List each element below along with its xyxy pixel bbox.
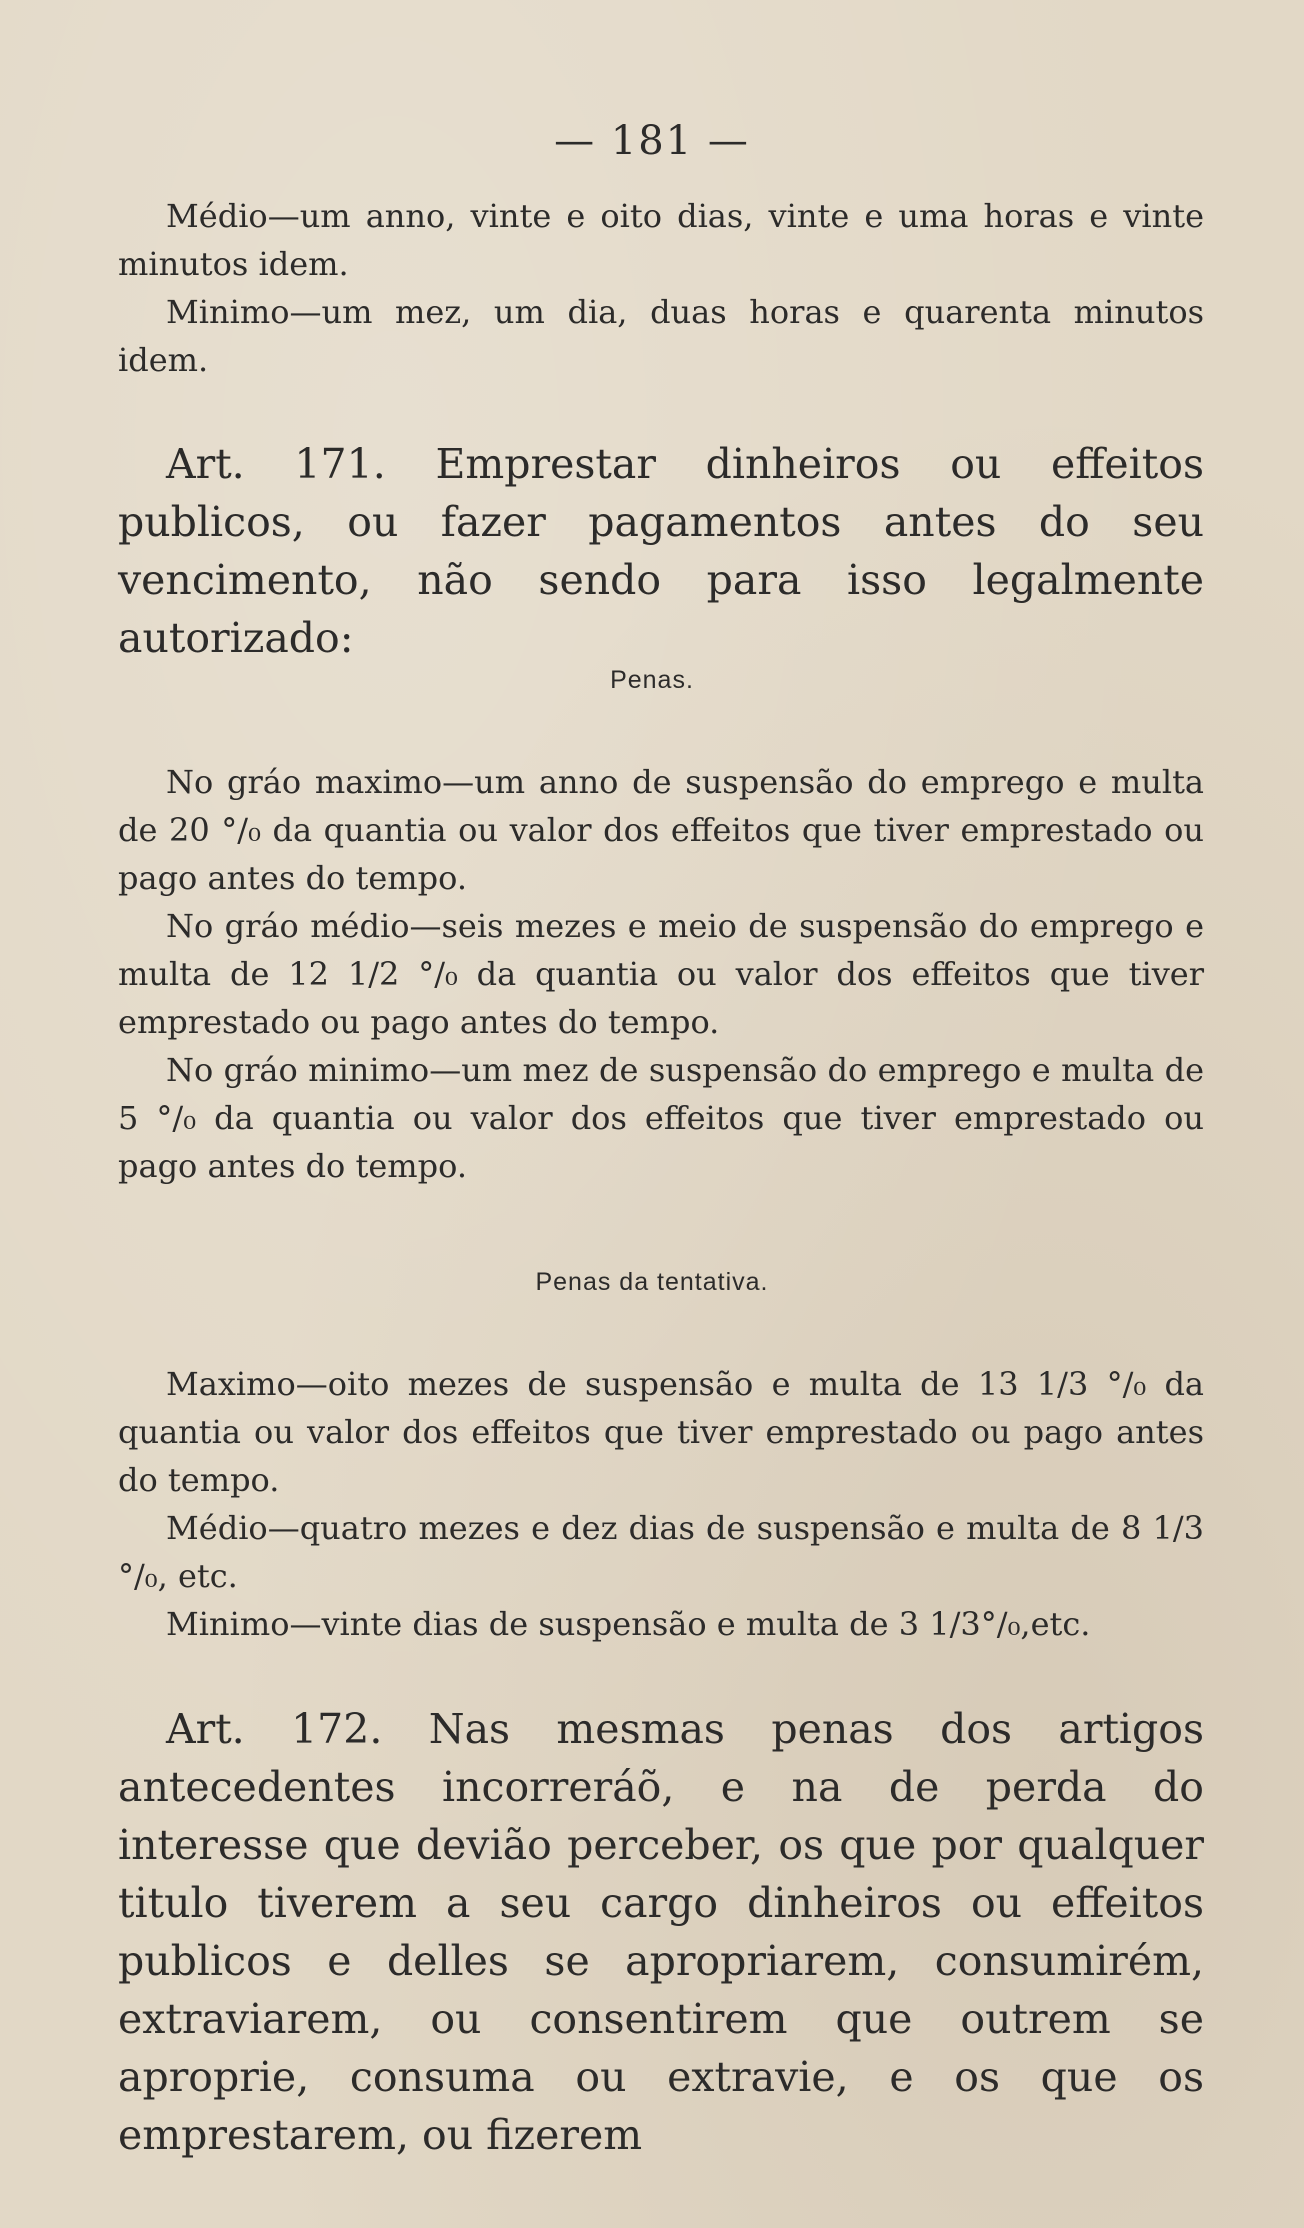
tentativa-text	[118, 1360, 1204, 1648]
paragraph-tentativa-maximo: Maximo—oito mezes de suspensão e multa de 13 1/3 °/₀ da quantia ou valor dos effeitos que tiver emprestado ou pago antes do tempo.	[118, 1365, 1204, 1499]
article-171	[118, 435, 1204, 667]
article-172	[118, 1700, 1204, 2164]
article-171-text: Art. 171. Emprestar dinheiros ou effeitos publicos, ou fazer pagamentos antes do seu vencimento, não sendo para isso legalmente autorizado:	[118, 440, 1204, 662]
paragraph-minimo: Minimo—um mez, um dia, duas horas e quarenta minutos idem.	[118, 293, 1204, 379]
article-172-text: Art. 172. Nas mesmas penas dos artigos antecedentes incorreráõ, e na de perda do interesse que devião perceber, os que por qualquer titulo tiverem a seu cargo dinheiros ou effeitos publicos e delles se apropriarem, consumirém, extraviarem, ou consentirem que outrem se aproprie, consuma ou extravie, e os que os emprestarem, ou fizerem	[118, 1705, 1204, 2159]
paragraph-tentativa-medio: Médio—quatro mezes e dez dias de suspensão e multa de 8 1/3 °/₀, etc.	[118, 1509, 1204, 1595]
penas-heading: Penas.	[610, 666, 694, 694]
paragraph-grao-medio: No gráo médio—seis mezes e meio de suspensão do emprego e multa de 12 1/2 °/₀ da quantia ou valor dos effeitos que tiver emprestado ou pago antes do tempo.	[118, 907, 1204, 1041]
paragraph-grao-maximo: No gráo maximo—um anno de suspensão do emprego e multa de 20 °/₀ da quantia ou valor dos effeitos que tiver emprestado ou pago antes do tempo.	[118, 763, 1204, 897]
paragraph-grao-minimo: No gráo minimo—um mez de suspensão do emprego e multa de 5 °/₀ da quantia ou valor dos effeitos que tiver emprestado ou pago antes do tempo.	[118, 1051, 1204, 1185]
page-number: — 181 —	[554, 118, 750, 164]
paragraph-medio: Médio—um anno, vinte e oito dias, vinte e uma horas e vinte minutos idem.	[118, 197, 1204, 283]
tentativa-heading: Penas da tentativa.	[535, 1268, 769, 1296]
intro-text	[118, 192, 1204, 384]
paragraph-tentativa-minimo: Minimo—vinte dias de suspensão e multa de 3 1/3°/₀,etc.	[166, 1605, 1091, 1643]
penas-text	[118, 758, 1204, 1190]
